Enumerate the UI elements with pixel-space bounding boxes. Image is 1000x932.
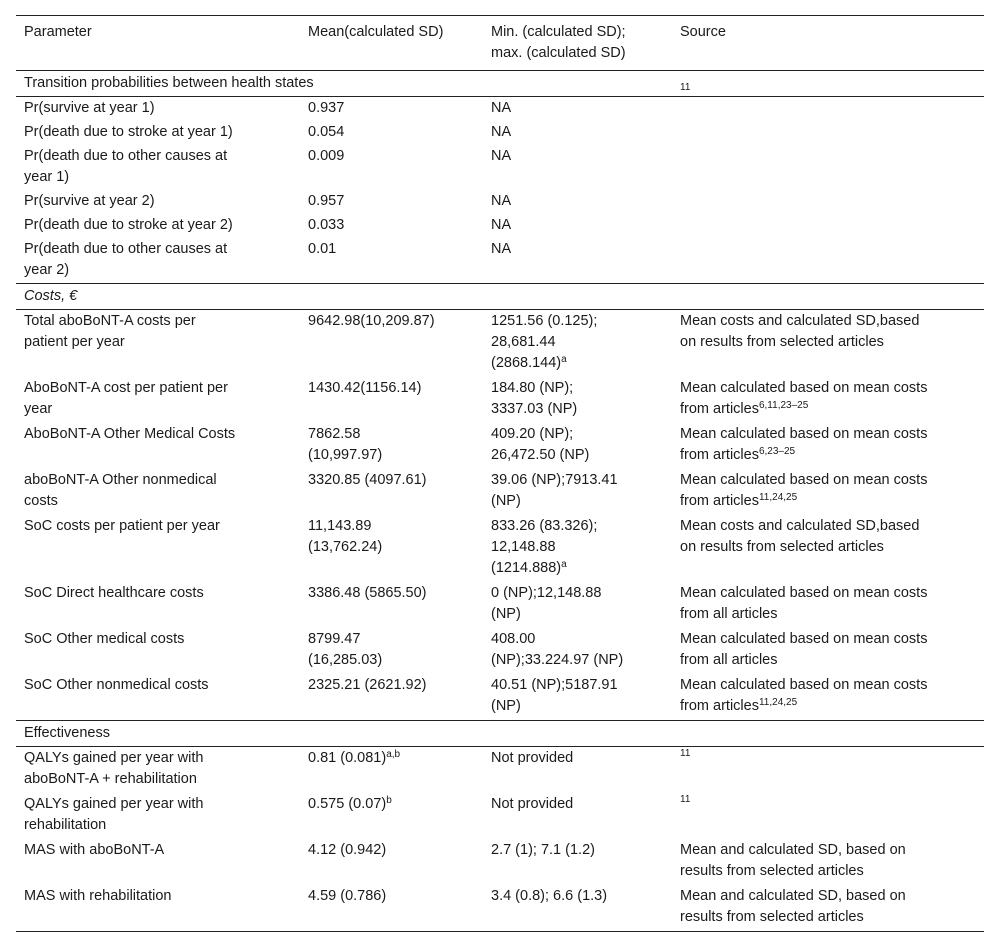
minmax-line2: (NP);33.224.97 (NP) (491, 652, 624, 668)
section-costs-title: Costs, € (24, 288, 78, 304)
minmax-cell (483, 748, 672, 769)
transition-row (16, 238, 984, 283)
param-line1: QALYs gained per year with (24, 796, 204, 812)
source-line2 (680, 907, 960, 928)
mean-cell (300, 629, 483, 671)
minmax-line1: 184.80 (NP); (491, 380, 574, 396)
mean-line1 (308, 629, 483, 650)
mean-line2: (10,997.97) (308, 447, 383, 463)
minmax-line3-sup: a (561, 559, 567, 570)
param-line2: year (24, 401, 53, 417)
mean-line1 (308, 675, 483, 696)
param-line1: Pr(death due to other causes at (24, 148, 228, 164)
minmax-cell (483, 840, 672, 861)
mean-cell (300, 583, 483, 604)
mean-cell (300, 794, 483, 815)
source-ref-line (680, 748, 960, 762)
mean-line1-text: 11,143.89 (308, 518, 372, 534)
source-cell (672, 311, 984, 353)
effect-row (16, 839, 984, 885)
source-cell (672, 748, 984, 762)
mean-line1 (308, 516, 483, 537)
source-cell (672, 675, 984, 717)
mean-line1 (308, 748, 483, 769)
mean-line1-text: 4.59 (0.786) (308, 888, 387, 904)
source-line2-text: results from selected articles (680, 863, 864, 879)
source-line1: Mean costs and calculated SD,based (680, 518, 920, 534)
source-line2 (680, 650, 960, 671)
mean-line1-text: 2325.21 (2621.92) (308, 677, 427, 693)
param-line2: rehabilitation (24, 817, 107, 833)
mean-line2: (16,285.03) (308, 652, 383, 668)
param-cell (16, 470, 300, 512)
param-cell (16, 311, 300, 353)
source-line2-text: on results from selected articles (680, 539, 884, 555)
minmax-line1: 0 (NP);12,148.88 (491, 585, 602, 601)
minmax-line3-text: (1214.888) (491, 560, 562, 576)
source-cell (672, 378, 984, 420)
param-cell (16, 748, 300, 790)
minmax-line3-sup: a (561, 354, 567, 365)
cost-row (16, 628, 984, 674)
source-line2 (680, 399, 960, 420)
minmax-line3 (491, 558, 672, 579)
source-line2-text: from articles (680, 698, 759, 714)
cost-row (16, 582, 984, 628)
source-line2-text: from articles (680, 401, 759, 417)
transition-rows (16, 97, 984, 283)
effect-row (16, 793, 984, 839)
source-cell (672, 840, 984, 882)
mean-cell: 0.957 (308, 193, 345, 209)
source-ref: 11 (680, 794, 691, 805)
source-line2 (680, 696, 960, 717)
minmax-line1: 3.4 (0.8); 6.6 (1.3) (491, 888, 608, 904)
source-cell (672, 629, 984, 671)
param-cell (16, 516, 300, 537)
mean-cell: 0.033 (308, 217, 345, 233)
source-cell (672, 424, 984, 466)
transition-row (16, 214, 984, 238)
param-text: Pr(survive at year 2) (24, 193, 155, 209)
param-line1: aboBoNT-A Other nonmedical (24, 472, 217, 488)
minmax-line2: 26,472.50 (NP) (491, 447, 590, 463)
minmax-cell: NA (491, 241, 512, 257)
transition-row (16, 190, 984, 214)
minmax-line2: (NP) (491, 493, 521, 509)
source-cell (672, 470, 984, 512)
mean-cell (300, 748, 483, 769)
source-line1: Mean costs and calculated SD,based (680, 313, 920, 329)
mean-cell (300, 675, 483, 696)
param-line1: Total aboBoNT-A costs per (24, 313, 196, 329)
param-line1: AboBoNT-A Other Medical Costs (24, 426, 236, 442)
minmax-line1: 40.51 (NP);5187.91 (491, 677, 618, 693)
minmax-cell (483, 516, 672, 579)
source-line1: Mean calculated based on mean costs (680, 585, 928, 601)
param-cell (16, 98, 300, 119)
param-line1: SoC Direct healthcare costs (24, 585, 204, 601)
minmax-line2: 3337.03 (NP) (491, 401, 578, 417)
source-line1: Mean and calculated SD, based on (680, 842, 906, 858)
param-cell (16, 583, 300, 604)
source-line2-text: from articles (680, 447, 759, 463)
minmax-cell (483, 886, 672, 907)
mean-line1-text: 4.12 (0.942) (308, 842, 387, 858)
mean-cell: 0.054 (308, 124, 345, 140)
param-line1: SoC Other nonmedical costs (24, 677, 209, 693)
minmax-cell (483, 378, 672, 420)
param-line2: year 2) (24, 262, 70, 278)
minmax-line2: 28,681.44 (491, 334, 556, 350)
mean-line1 (308, 378, 483, 399)
mean-line1 (308, 470, 483, 491)
minmax-line3 (491, 353, 672, 374)
param-line1: SoC Other medical costs (24, 631, 185, 647)
param-text: Pr(death due to stroke at year 1) (24, 124, 233, 140)
param-cell (16, 378, 300, 420)
minmax-cell: NA (491, 100, 512, 116)
source-line2-text: from all articles (680, 606, 778, 622)
minmax-cell (483, 424, 672, 466)
mean-line1 (308, 840, 483, 861)
minmax-line1: 39.06 (NP);7913.41 (491, 472, 618, 488)
param-cell (16, 239, 300, 281)
effect-rows (16, 747, 984, 931)
param-text: Pr(survive at year 1) (24, 100, 155, 116)
cost-row (16, 310, 984, 377)
mean-line1 (308, 794, 483, 815)
transition-source-ref: 11 (680, 82, 691, 93)
section-transition-row (16, 71, 984, 96)
mean-line1-text: 0.81 (0.081) (308, 750, 387, 766)
minmax-cell: NA (491, 148, 512, 164)
param-line1: Pr(death due to other causes at (24, 241, 228, 257)
cost-row (16, 469, 984, 515)
mean-line1-sup: b (386, 795, 392, 806)
mean-line1-text: 3320.85 (4097.61) (308, 472, 427, 488)
param-cell (16, 794, 300, 836)
mean-line1 (308, 886, 483, 907)
param-line1: SoC costs per patient per year (24, 518, 220, 534)
minmax-cell: NA (491, 193, 512, 209)
mean-line1-text: 7862.58 (308, 426, 361, 442)
source-line2-text: on results from selected articles (680, 334, 884, 350)
param-line1: MAS with rehabilitation (24, 888, 172, 904)
effect-row (16, 747, 984, 793)
mean-line1-text: 8799.47 (308, 631, 361, 647)
minmax-line1: 833.26 (83.326); (491, 518, 598, 534)
mean-cell: 0.009 (308, 148, 345, 164)
source-line2 (680, 537, 960, 558)
minmax-line1: 408.00 (491, 631, 536, 647)
source-line2 (680, 491, 960, 512)
header-minmax-line1: Min. (calculated SD); (491, 24, 626, 40)
minmax-line1: 1251.56 (0.125); (491, 313, 598, 329)
source-line2-sup: 11,24,25 (758, 492, 798, 503)
minmax-line2: (NP) (491, 698, 521, 714)
mean-cell (300, 840, 483, 861)
minmax-cell: NA (491, 124, 512, 140)
param-cell (16, 215, 300, 236)
source-line2 (680, 604, 960, 625)
minmax-line2: (NP) (491, 606, 521, 622)
minmax-cell (483, 311, 672, 374)
source-line2-sup: 6,11,23–25 (758, 400, 809, 411)
param-cell (16, 675, 300, 696)
param-cell (16, 191, 300, 212)
source-line2-sup: 6,23–25 (758, 446, 796, 457)
mean-cell (300, 424, 483, 466)
param-cell (16, 629, 300, 650)
param-line1: QALYs gained per year with (24, 750, 204, 766)
minmax-line1: Not provided (491, 750, 574, 766)
mean-cell: 0.937 (308, 100, 345, 116)
transition-row (16, 97, 984, 121)
mean-line1 (308, 311, 483, 332)
source-line2 (680, 445, 960, 466)
source-line1: Mean calculated based on mean costs (680, 677, 928, 693)
table-header-row (16, 16, 984, 70)
mean-cell (300, 470, 483, 491)
header-minmax-line2: max. (calculated SD) (491, 45, 626, 61)
mean-line1 (308, 583, 483, 604)
cost-row (16, 674, 984, 720)
cost-row (16, 515, 984, 582)
source-line1: Mean calculated based on mean costs (680, 631, 928, 647)
mean-line1-text: 3386.48 (5865.50) (308, 585, 427, 601)
section-effectiveness-title: Effectiveness (24, 725, 110, 741)
param-cell (16, 122, 300, 143)
minmax-cell: NA (491, 217, 512, 233)
param-cell (16, 424, 300, 445)
source-line2-text: from articles (680, 493, 759, 509)
mean-cell (300, 311, 483, 332)
source-line1: Mean calculated based on mean costs (680, 426, 928, 442)
source-line2 (680, 332, 960, 353)
param-line1: MAS with aboBoNT-A (24, 842, 165, 858)
header-mean: Mean(calculated SD) (308, 24, 444, 40)
param-cell (16, 840, 300, 861)
transition-row (16, 145, 984, 190)
mean-line1-text: 9642.98(10,209.87) (308, 313, 435, 329)
minmax-cell (483, 675, 672, 717)
source-ref-line (680, 794, 960, 808)
param-line1: AboBoNT-A cost per patient per (24, 380, 228, 396)
minmax-cell (483, 629, 672, 671)
minmax-cell (483, 470, 672, 512)
mean-cell (300, 886, 483, 907)
header-minmax (483, 22, 672, 64)
source-cell (672, 794, 984, 808)
param-line2: aboBoNT-A + rehabilitation (24, 771, 197, 787)
minmax-line1: 2.7 (1); 7.1 (1.2) (491, 842, 595, 858)
header-parameter: Parameter (24, 24, 92, 40)
mean-line1-text: 0.575 (0.07) (308, 796, 387, 812)
source-line2-text: from all articles (680, 652, 778, 668)
param-cell (16, 886, 300, 907)
source-line2-sup: 11,24,25 (758, 697, 798, 708)
minmax-line2: 12,148.88 (491, 539, 556, 555)
source-cell (672, 886, 984, 928)
param-line2: costs (24, 493, 58, 509)
section-transition-title: Transition probabilities between health states (24, 75, 314, 91)
source-line2 (680, 861, 960, 882)
source-line1: Mean calculated based on mean costs (680, 380, 928, 396)
mean-line1 (308, 424, 483, 445)
source-cell (672, 516, 984, 558)
param-text: Pr(death due to stroke at year 2) (24, 217, 233, 233)
param-line2: year 1) (24, 169, 70, 185)
source-line1: Mean and calculated SD, based on (680, 888, 906, 904)
mean-cell (300, 516, 483, 558)
mean-cell (300, 378, 483, 399)
source-ref: 11 (680, 748, 691, 759)
source-line2-text: results from selected articles (680, 909, 864, 925)
mean-cell: 0.01 (308, 241, 337, 257)
minmax-line3-text: (2868.144) (491, 355, 562, 371)
minmax-cell (483, 583, 672, 625)
cost-row (16, 377, 984, 423)
source-cell (672, 583, 984, 625)
mean-line1-text: 1430.42(1156.14) (308, 380, 422, 396)
mean-line1-sup: a,b (386, 749, 401, 760)
header-source: Source (680, 24, 726, 40)
param-cell (16, 146, 300, 188)
minmax-line1: 409.20 (NP); (491, 426, 574, 442)
minmax-cell (483, 794, 672, 815)
cost-row (16, 423, 984, 469)
mean-line2: (13,762.24) (308, 539, 383, 555)
effect-row (16, 885, 984, 931)
parameter-table (16, 15, 984, 932)
param-line2: patient per year (24, 334, 125, 350)
transition-row (16, 121, 984, 145)
minmax-line1: Not provided (491, 796, 574, 812)
source-line1: Mean calculated based on mean costs (680, 472, 928, 488)
cost-rows (16, 310, 984, 720)
